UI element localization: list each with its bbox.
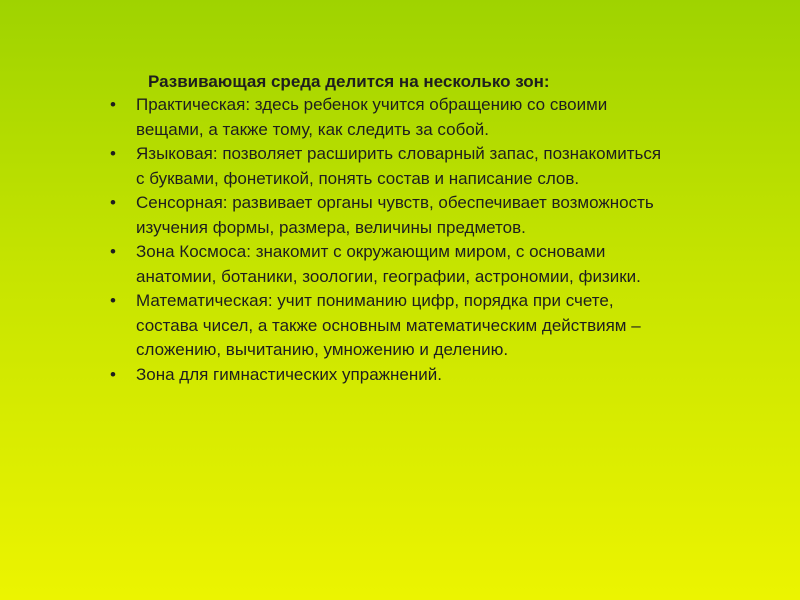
zone-list-item bbox=[108, 240, 668, 289]
zone-language-text: Языковая: позволяет расширить словарный запас, познакомиться с буквами, фонетикой, понять состав и написание слов. bbox=[136, 144, 662, 188]
slide-heading: Развивающая среда делится на несколько зон: bbox=[148, 72, 550, 91]
bullet-icon: • bbox=[110, 291, 116, 310]
zone-list-item bbox=[108, 363, 668, 388]
bullet-icon: • bbox=[110, 193, 116, 212]
zone-list-item bbox=[108, 191, 668, 240]
zone-list-item bbox=[108, 142, 668, 191]
zone-list-item bbox=[108, 93, 668, 142]
zone-list-item bbox=[108, 289, 668, 363]
bullet-icon: • bbox=[110, 364, 116, 384]
slide-content bbox=[108, 70, 668, 387]
zone-sensory-text: Сенсорная: развивает органы чувств, обеспечивает возможность изучения формы, размера, величины предметов. bbox=[136, 193, 654, 237]
zone-gym-text: Зона для гимнастических упражнений. bbox=[136, 364, 442, 384]
bullet-icon: • bbox=[110, 95, 116, 114]
zone-list bbox=[108, 93, 668, 387]
zone-math-text: Математическая: учит пониманию цифр, порядка при счете, состава чисел, а также основным математическим действиям – сложению, вычитанию, умножению и делению. bbox=[136, 291, 641, 359]
zone-cosmos-text: Зона Космоса: знакомит с окружающим миром, с основами анатомии, ботаники, зоологии, географии, астрономии, физики. bbox=[136, 242, 641, 286]
bullet-icon: • bbox=[110, 242, 116, 261]
zone-practical-text: Практическая: здесь ребенок учится обращению со своими вещами, а также тому, как следить за собой. bbox=[136, 95, 608, 139]
bullet-icon: • bbox=[110, 144, 116, 163]
